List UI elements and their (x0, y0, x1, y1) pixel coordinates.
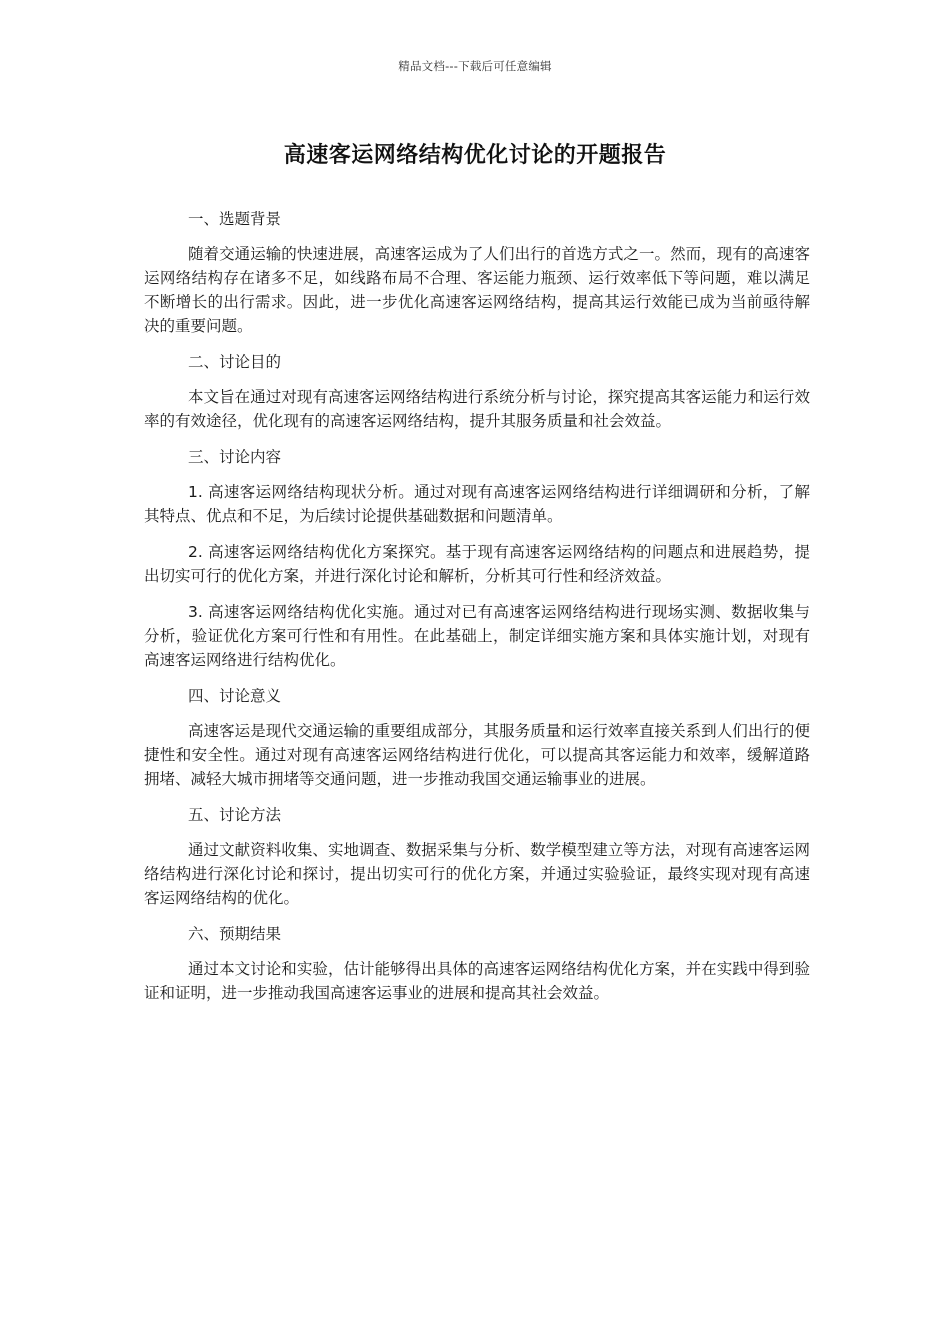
section-heading: 五、讨论方法 (188, 806, 282, 824)
section-heading: 一、选题背景 (188, 210, 282, 228)
document-body (144, 207, 810, 1017)
section-purpose (144, 350, 810, 433)
section-significance (144, 684, 810, 791)
paragraph: 通过本文讨论和实验，估计能够得出具体的高速客运网络结构优化方案，并在实践中得到验证和证明，进一步推动我国高速客运事业的进展和提高其社会效益。 (144, 960, 810, 1002)
section-heading: 六、预期结果 (188, 925, 282, 943)
section-content (144, 445, 810, 672)
paragraph: 2. 高速客运网络结构优化方案探究。基于现有高速客运网络结构的问题点和进展趋势，提出切实可行的优化方案，并进行深化讨论和解析，分析其可行性和经济效益。 (144, 543, 810, 585)
paragraph: 3. 高速客运网络结构优化实施。通过对已有高速客运网络结构进行现场实测、数据收集与分析，验证优化方案可行性和有用性。在此基础上，制定详细实施方案和具体实施计划，对现有高速客运网络进行结构优化。 (144, 603, 810, 669)
paragraph: 1. 高速客运网络结构现状分析。通过对现有高速客运网络结构进行详细调研和分析，了解其特点、优点和不足，为后续讨论提供基础数据和问题清单。 (144, 483, 810, 525)
paragraph: 通过文献资料收集、实地调查、数据采集与分析、数学模型建立等方法，对现有高速客运网络结构进行深化讨论和探讨，提出切实可行的优化方案，并通过实验验证，最终实现对现有高速客运网络结构的优化。 (144, 841, 810, 907)
section-expected-results (144, 922, 810, 1005)
section-heading: 三、讨论内容 (188, 448, 282, 466)
paragraph: 本文旨在通过对现有高速客运网络结构进行系统分析与讨论，探究提高其客运能力和运行效率的有效途径，优化现有的高速客运网络结构，提升其服务质量和社会效益。 (144, 388, 810, 430)
section-heading: 四、讨论意义 (188, 687, 282, 705)
section-heading: 二、讨论目的 (188, 353, 282, 371)
paragraph: 高速客运是现代交通运输的重要组成部分，其服务质量和运行效率直接关系到人们出行的便捷性和安全性。通过对现有高速客运网络结构进行优化，可以提高其客运能力和效率，缓解道路拥堵、减轻大城市拥堵等交通问题，进一步推动我国交通运输事业的进展。 (144, 722, 810, 788)
section-methods (144, 803, 810, 910)
document-title: 高速客运网络结构优化讨论的开题报告 (283, 143, 667, 168)
header-note: 精品文档---下载后可任意编辑 (398, 59, 552, 73)
section-background (144, 207, 810, 338)
paragraph: 随着交通运输的快速进展，高速客运成为了人们出行的首选方式之一。然而，现有的高速客运网络结构存在诸多不足，如线路布局不合理、客运能力瓶颈、运行效率低下等问题，难以满足不断增长的出行需求。因此，进一步优化高速客运网络结构，提高其运行效能已成为当前亟待解决的重要问题。 (144, 245, 810, 335)
